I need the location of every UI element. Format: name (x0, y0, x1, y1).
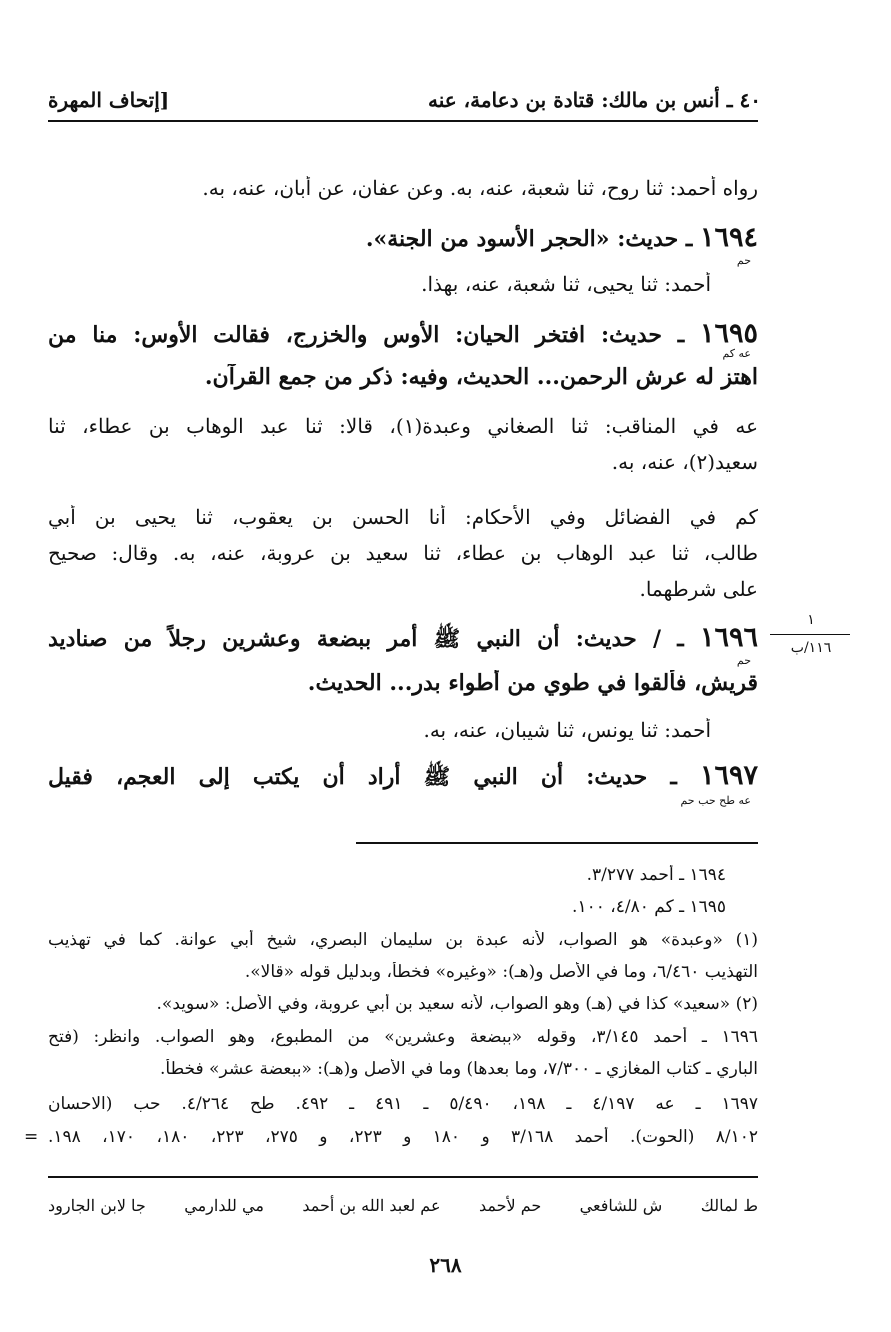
legend-item: جا لابن الجارود (48, 1196, 146, 1215)
hadith-1695-line2: اهتز له عرش الرحمن... الحديث، وفيه: ذكر من جمع القرآن. (204, 364, 758, 390)
hadith-1695-line1 (48, 318, 758, 349)
margin-note-top: ١ (807, 612, 815, 628)
source-symbol: عه طح حب حم (680, 794, 751, 807)
body-line: طالب، ثنا عبد الوهاب بن عطاء، ثنا سعيد بن عروبة، عنه، به. وقال: صحيح (48, 541, 758, 565)
hadith-number: ١٦٩٤ (699, 222, 758, 253)
footnote-2: (٢) «سعيد» كذا في (هـ) وهو الصواب، لأنه سعيد بن أبي عروبة، وفي الأصل: «سويد». (156, 994, 758, 1014)
footnote-rule (356, 842, 758, 844)
source-symbol: عه كم (722, 347, 751, 360)
footnote-1696: ١٦٩٦ ـ أحمد ٣/١٤٥، وقوله «ببضعة وعشرين» من المطبوع، وهو الصواب. وانظر: (فتح (48, 1027, 758, 1047)
continuation-mark: = (24, 1127, 39, 1147)
body-line: كم في الفضائل وفي الأحكام: أنا الحسن بن يعقوب، ثنا يحيى بن أبي (48, 505, 758, 529)
legend-item: ش للشافعي (579, 1196, 663, 1215)
hadith-number: ١٦٩٥ (699, 318, 758, 349)
source-symbol: حم (736, 254, 751, 267)
page-number: ٢٦٨ (429, 1253, 462, 1277)
body-line: سعيد(٢)، عنه، به. (611, 450, 758, 474)
footnote-1697-cont: ٨/١٠٢ (الحوت). أحمد ٣/١٦٨ و ١٨٠ و ٢٢٣، و ٢٧٥، ٢٢٣، ١٨٠، ١٧٠، ١٩٨. (48, 1127, 758, 1147)
header-rule (48, 120, 758, 122)
body-line: على شرطهما. (639, 577, 758, 601)
legend-item: حم لأحمد (478, 1196, 542, 1215)
hadith-number: ١٦٩٧ (699, 760, 758, 791)
legend-item: عم لعبد الله بن أحمد (302, 1196, 441, 1215)
hadith-1696-line1 (48, 622, 758, 657)
legend-item: ط لمالك (700, 1196, 758, 1215)
footnote-1694: ١٦٩٤ ـ أحمد ٣/٢٧٧. (586, 865, 726, 885)
hadith-1694 (48, 222, 758, 253)
hadith-1696-line2: قريش، فألقوا في طوي من أطواء بدر... الحديث. (307, 670, 758, 696)
isnad-line: أحمد: ثنا يونس، ثنا شيبان، عنه، به. (423, 718, 711, 742)
legend-item: مي للدارمي (184, 1196, 264, 1215)
hadith-1697-line1 (48, 760, 758, 795)
footnote-1696-cont: الباري ـ كتاب المغازي ـ ٧/٣٠٠، وما بعدها) وما في الأصل و(هـ): «ببعضة عشر» فخطأ. (160, 1059, 758, 1079)
source-symbol: حم (736, 654, 751, 667)
margin-note-rule (770, 634, 850, 635)
hadith-text: ـ حديث: افتخر الحيان: الأوس والخزرج، فقالت الأوس: منا من (48, 322, 685, 348)
hadith-number: ١٦٩٦ (699, 622, 758, 653)
margin-note-folio: ١١٦/ب (790, 640, 832, 656)
footnote-1695: ١٦٩٥ ـ كم ٤/٨٠، ١٠٠. (572, 897, 726, 917)
running-header-chapter: ٤٠ ـ أنس بن مالك: قتادة بن دعامة، عنه (428, 88, 761, 112)
footnote-1697: ١٦٩٧ ـ عه ٤/١٩٧ ـ ١٩٨، ٥/٤٩٠ ـ ٤٩١ ـ ٤٩٢. طح ٤/٢٦٤. حب (الاحسان (48, 1094, 758, 1114)
isnad-line: أحمد: ثنا يحيى، ثنا شعبة، عنه، بهذا. (421, 272, 711, 296)
hadith-text: ـ / حديث: أن النبي ﷺ أمر ببضعة وعشرين رجلاً من صناديد (48, 626, 684, 652)
footnote-1-cont: التهذيب ٦/٤٦٠، وما في الأصل و(هـ): «وغيره» فخطأ، وبدليل قوله «قالا». (244, 962, 758, 982)
hadith-text: ـ حديث: «الحجر الأسود من الجنة». (365, 226, 693, 252)
hadith-text: ـ حديث: أن النبي ﷺ أراد أن يكتب إلى العجم، فقيل (48, 764, 677, 790)
body-line: رواه أحمد: ثنا روح، ثنا شعبة، عنه، به. وعن عفان، عن أبان، عنه، به. (202, 176, 758, 200)
abbreviation-legend (48, 1196, 758, 1215)
body-line: عه في المناقب: ثنا الصغاني وعبدة(١)، قالا: ثنا عبد الوهاب بن عطاء، ثنا (48, 414, 758, 438)
footnote-1: (١) «وعبدة» هو الصواب، لأنه عبدة بن سليمان البصري، شيخ أبي عوانة. كما في تهذيب (48, 930, 758, 950)
running-header-book-title: [إتحاف المهرة (48, 88, 170, 112)
legend-rule (48, 1176, 758, 1178)
